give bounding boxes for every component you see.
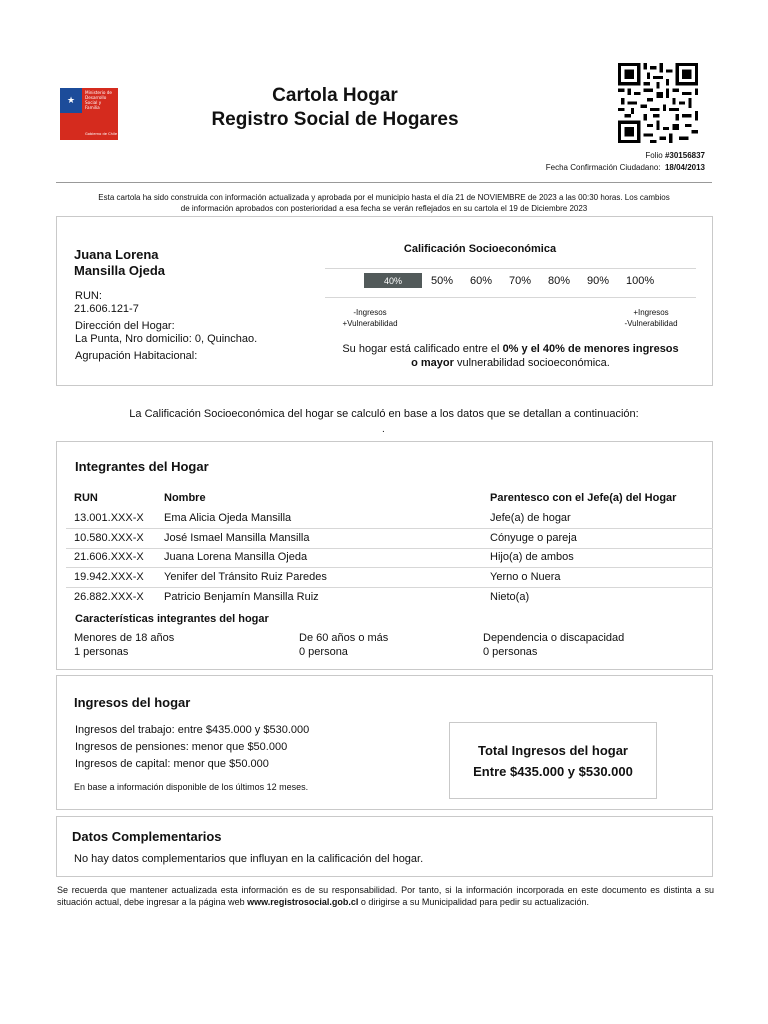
col-header-parentesco: Parentesco con el Jefe(a) del Hogar — [490, 492, 677, 504]
legend-left-1: -Ingresos — [353, 308, 387, 317]
direccion-label: Dirección del Hogar: — [75, 320, 175, 332]
folio-label: Folio — [645, 151, 663, 160]
fecha-label: Fecha Confirmación Ciudadano: — [545, 163, 661, 172]
table-row — [56, 568, 713, 588]
ingresos-title: Ingresos del hogar — [74, 695, 191, 710]
ingresos-nota: En base a información disponible de los últimos 12 meses. — [74, 782, 309, 792]
update-notice — [58, 192, 710, 214]
ingresos-pensiones: Ingresos de pensiones: menor que $50.000 — [75, 741, 288, 753]
agrupacion-label: Agrupación Habitacional: — [75, 350, 198, 362]
cell-run: 26.882.XXX-X — [74, 591, 144, 603]
footer-pre: Se recuerda que mantener actualizada esta información es de su responsabilidad. Por tanto, si la información incorporada en este documento es distinta a su situación actual, debe ingresar a la página web — [57, 885, 714, 907]
menores-value: 1 personas — [74, 646, 129, 658]
dependencia-stat — [483, 631, 624, 659]
divider — [56, 182, 712, 183]
calificacion-title: Calificación Socioeconómica — [403, 243, 557, 255]
title-line-1: Cartola Hogar — [272, 85, 398, 106]
person-name — [74, 247, 165, 279]
legend-right-1: +Ingresos — [633, 308, 669, 317]
summary-post: vulnerabilidad socioeconómica. — [456, 357, 610, 369]
title-line-2: Registro Social de Hogares — [211, 109, 459, 130]
cell-parentesco: Cónyuge o pareja — [490, 532, 577, 544]
datos-text: No hay datos complementarios que influyan en la calificación del hogar. — [74, 853, 424, 865]
fecha-confirmacion — [546, 163, 705, 172]
cell-nombre: Juana Lorena Mansilla Ojeda — [164, 551, 308, 563]
cell-run: 19.942.XXX-X — [74, 571, 144, 583]
percentile-80: 80% — [548, 274, 571, 287]
cell-run: 21.606.XXX-X — [74, 551, 144, 563]
qr-code-icon — [618, 63, 698, 143]
mayores-label: De 60 años o más — [299, 632, 389, 644]
legend-right-2: -Vulnerabilidad — [624, 319, 678, 328]
fecha-value: 18/04/2013 — [664, 163, 705, 172]
cell-run: 10.580.XXX-X — [74, 532, 144, 544]
table-row — [56, 548, 713, 568]
cell-parentesco: Nieto(a) — [490, 591, 530, 603]
notice-line-1: Esta cartola ha sido construida con información actualizada y aprobada por el municipio hasta el día 21 de NOVIEMBRE de 2023 a las 00:30 horas. Los cambios — [98, 193, 670, 202]
dependencia-value: 0 personas — [483, 646, 538, 658]
selected-percentile: 40% — [364, 273, 422, 288]
logo-text: Ministerio de Desarrollo Social y Familia — [85, 90, 113, 110]
legend-right — [615, 307, 687, 329]
summary-bold-2: o mayor — [411, 357, 454, 369]
col-header-run: RUN — [74, 492, 98, 504]
summary-bold-1: 0% y el 40% de menores ingresos — [502, 343, 679, 355]
intro-text: La Calificación Socioeconómica del hogar se calculó en base a los datos que se detallan a continuación: — [129, 408, 639, 420]
notice-line-2: de información aprobados con posterioridad a esa fecha se verán reflejados en su cartola el 19 de Diciembre 2023 — [180, 204, 588, 213]
logo-subtext: Gobierno de Chile — [85, 132, 118, 136]
cell-parentesco: Hijo(a) de ambos — [490, 551, 574, 563]
caracteristicas-title: Características integrantes del hogar — [75, 613, 269, 625]
mayores-stat — [299, 631, 388, 659]
ingresos-capital: Ingresos de capital: menor que $50.000 — [75, 758, 269, 770]
calificacion-scale — [364, 273, 656, 288]
integrantes-title: Integrantes del Hogar — [75, 459, 209, 474]
cell-parentesco: Jefe(a) de hogar — [490, 512, 571, 524]
col-header-nombre: Nombre — [164, 492, 206, 504]
legend-left-2: +Vulnerabilidad — [342, 319, 398, 328]
cell-nombre: Ema Alicia Ojeda Mansilla — [164, 512, 292, 524]
intro-dot: . — [382, 424, 385, 435]
table-row — [56, 529, 713, 549]
divider — [325, 268, 696, 269]
mayores-value: 0 persona — [299, 646, 348, 658]
percentile-60: 60% — [470, 274, 493, 287]
ingresos-trabajo: Ingresos del trabajo: entre $435.000 y $530.000 — [75, 724, 310, 736]
cell-parentesco: Yerno o Nuera — [490, 571, 561, 583]
percentile-70: 70% — [509, 274, 532, 287]
summary-pre: Su hogar está calificado entre el — [342, 343, 500, 355]
menores-stat — [74, 631, 174, 659]
datos-title: Datos Complementarios — [72, 829, 222, 844]
table-row — [56, 509, 713, 529]
datos-box — [56, 816, 713, 877]
folio-value: #30156837 — [664, 151, 705, 160]
cell-nombre: Patricio Benjamín Mansilla Ruiz — [164, 591, 319, 603]
star-icon: ★ — [60, 88, 82, 113]
percentile-100: 100% — [626, 274, 655, 287]
name-line-2: Mansilla Ojeda — [74, 263, 166, 278]
percentile-50: 50% — [431, 274, 454, 287]
run-value: 21.606.121-7 — [74, 303, 139, 315]
run-label: RUN: — [75, 290, 102, 302]
footer-post: o dirigirse a su Municipalidad para pedir su actualización. — [360, 897, 589, 907]
page-title — [170, 84, 500, 132]
total-ingresos-box — [449, 722, 657, 799]
gobierno-logo — [60, 88, 118, 140]
cell-run: 13.001.XXX-X — [74, 512, 144, 524]
direccion-value: La Punta, Nro domicilio: 0, Quinchao. — [75, 333, 258, 345]
menores-label: Menores de 18 años — [74, 632, 175, 644]
name-line-1: Juana Lorena — [74, 247, 159, 262]
folio — [645, 151, 705, 160]
total-label: Total Ingresos del hogar — [477, 743, 628, 758]
divider — [325, 297, 696, 298]
dependencia-label: Dependencia o discapacidad — [483, 632, 625, 644]
percentile-90: 90% — [587, 274, 610, 287]
footer-note — [57, 884, 714, 908]
cell-nombre: Yenifer del Tránsito Ruiz Paredes — [164, 571, 327, 583]
legend-left — [335, 307, 405, 329]
total-value: Entre $435.000 y $530.000 — [473, 764, 633, 779]
table-row — [56, 588, 713, 608]
cell-nombre: José Ismael Mansilla Mansilla — [164, 532, 310, 544]
calificacion-summary — [325, 342, 696, 370]
registro-social-link[interactable]: www.registrosocial.gob.cl — [247, 897, 359, 907]
